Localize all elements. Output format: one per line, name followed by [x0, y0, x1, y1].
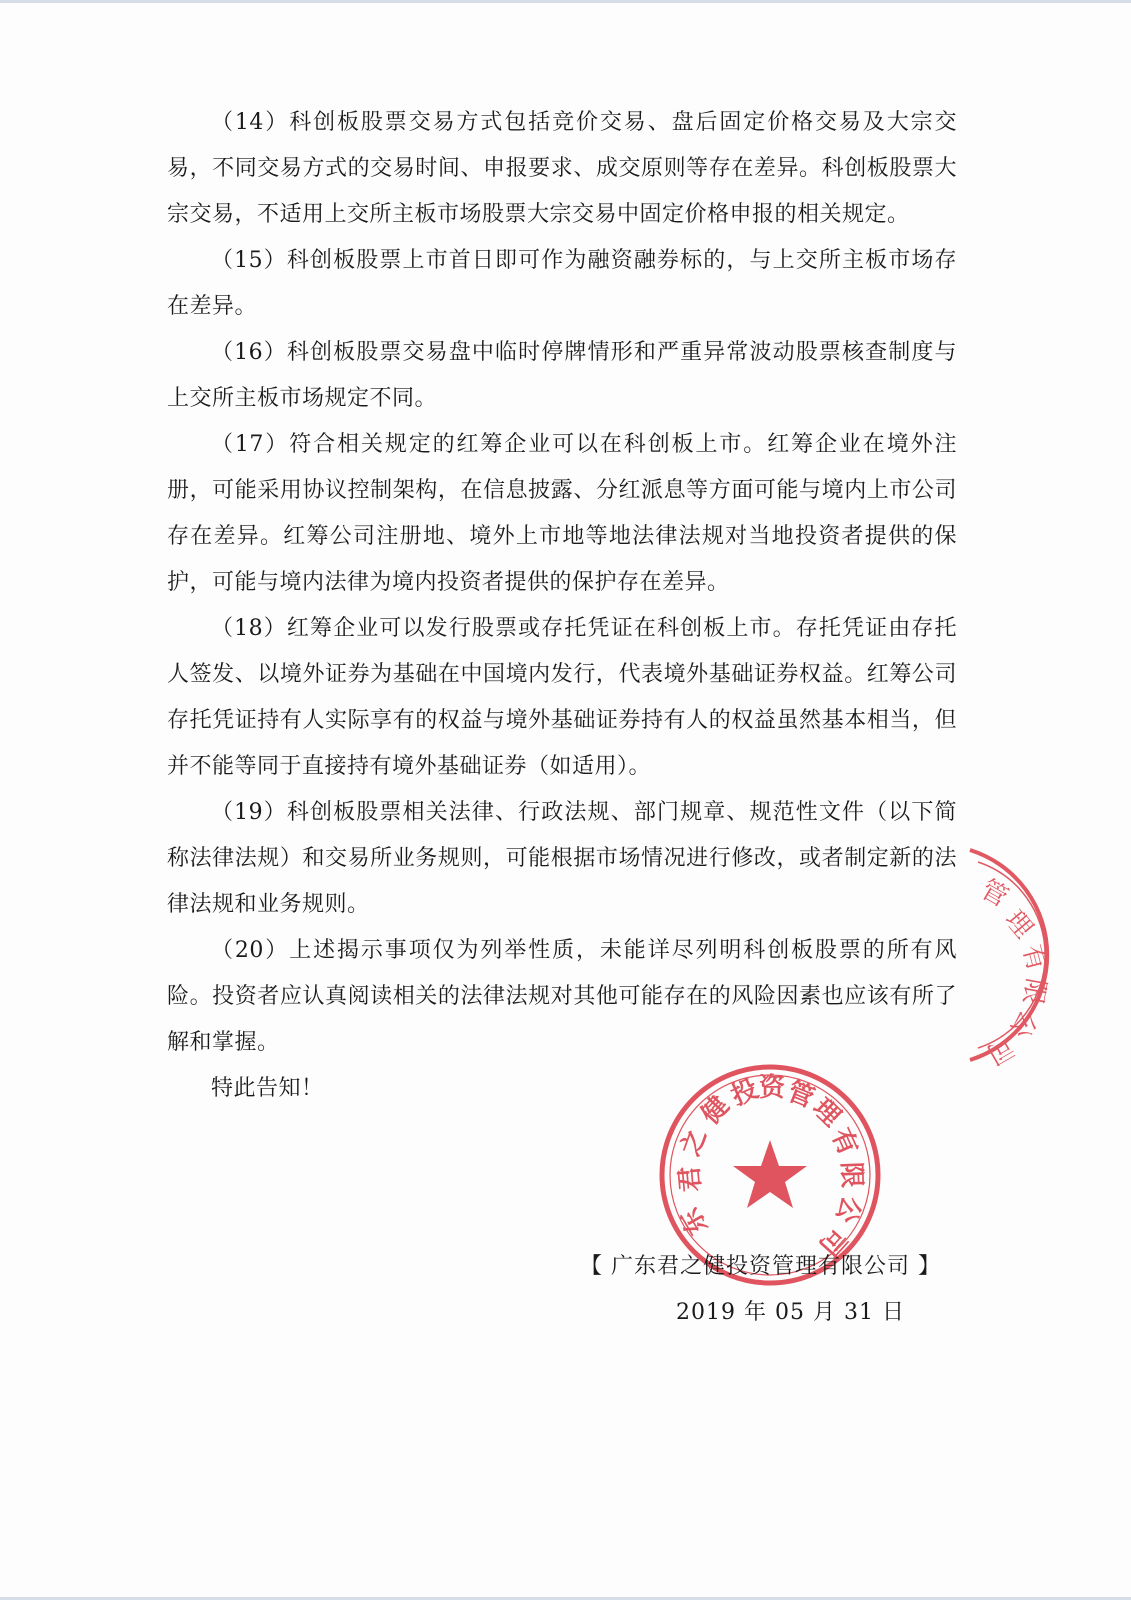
svg-text:公: 公: [829, 1192, 867, 1227]
signature-company: 【 广东君之健投资管理有限公司 】: [580, 1254, 941, 1279]
svg-text:资: 资: [759, 1073, 786, 1103]
closing-remark: 特此告知！: [211, 1076, 324, 1101]
svg-text:管: 管: [782, 1076, 819, 1115]
svg-text:公: 公: [1003, 1004, 1043, 1044]
svg-text:投: 投: [726, 1073, 763, 1112]
svg-text:理: 理: [806, 1092, 847, 1133]
svg-text:之: 之: [675, 1125, 713, 1160]
svg-text:管: 管: [975, 874, 1013, 914]
paragraph-19: （19）科创板股票相关法律、行政法规、部门规章、规范性文件（以下简称法律法规）和交易所业务规则，可能根据市场情况进行修改，或者制定新的法律法规和业务规则。: [167, 800, 957, 917]
partial-seal-stamp: [960, 840, 1070, 1070]
document-body: [167, 100, 957, 1115]
svg-text:理: 理: [998, 905, 1039, 945]
svg-text:司: 司: [812, 1221, 853, 1262]
paragraph-15: （15）科创板股票上市首日即可作为融资融券标的，与上交所主板市场存在差异。: [167, 248, 957, 319]
svg-text:健: 健: [695, 1090, 736, 1131]
svg-text:有: 有: [825, 1123, 864, 1160]
paragraph-16: （16）科创板股票交易盘中临时停牌情形和严重异常波动股票核查制度与上交所主板市场规定不同。: [167, 340, 957, 411]
svg-text:东: 东: [675, 1202, 714, 1240]
paragraph-14: （14）科创板股票交易方式包括竞价交易、盘后固定价格交易及大宗交易，不同交易方式的交易时间、申报要求、成交原则等存在差异。科创板股票大宗交易，不适用上交所主板市场股票大宗交易中固定价格申报的相关规定。: [167, 110, 957, 227]
paragraph-18: （18）红筹企业可以发行股票或存托凭证在科创板上市。存托凭证由存托人签发、以境外证券为基础在中国境内发行，代表境外基础证券权益。红筹公司存托凭证持有人实际享有的权益与境外基础证券持有人的权益虽然基本相当，但并不能等同于直接持有境外基础证券（如适用）。: [167, 616, 957, 779]
signature-date: 2019 年 05 月 31 日: [676, 1300, 905, 1325]
svg-text:君: 君: [674, 1164, 707, 1194]
paragraph-20: （20）上述揭示事项仅为列举性质，未能详尽列明科创板股票的所有风险。投资者应认真阅读相关的法律法规对其他可能存在的风险因素也应该有所了解和掌握。: [167, 938, 957, 1055]
scan-edge-top: [0, 0, 1131, 3]
svg-text:限: 限: [835, 1161, 867, 1189]
svg-text:司: 司: [981, 1030, 1019, 1070]
svg-text:限: 限: [1016, 975, 1051, 1007]
paragraph-17: （17）符合相关规定的红筹企业可以在科创板上市。红筹企业在境外注册，可能采用协议控制架构，在信息披露、分红派息等方面可能与境内上市公司存在差异。红筹公司注册地、境外上市地等地法律法规对当地投资者提供的保护，可能与境内法律为境内投资者提供的保护存在差异。: [167, 432, 957, 595]
svg-text:有: 有: [1016, 941, 1052, 975]
